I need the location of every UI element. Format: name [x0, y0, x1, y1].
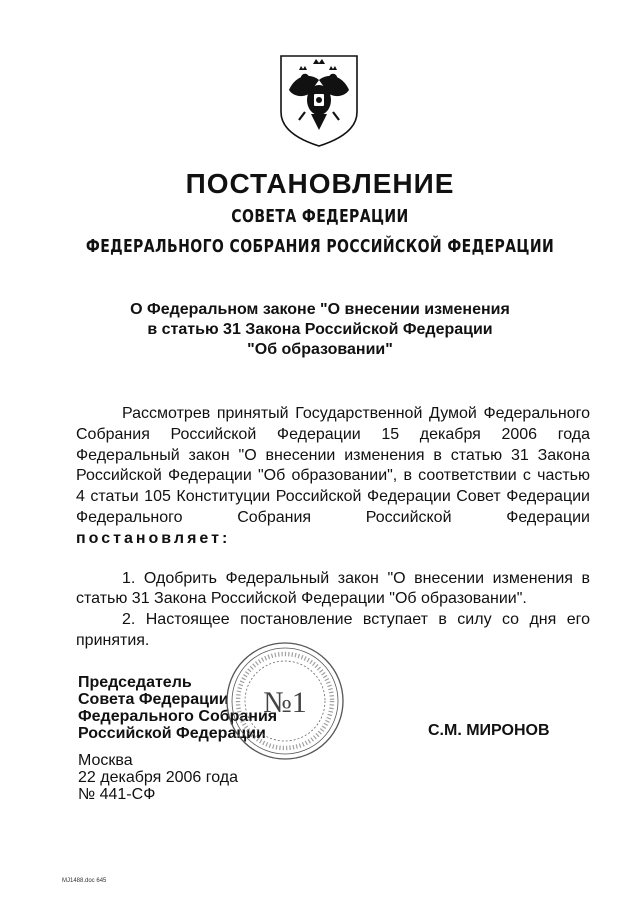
subject-line: О Федеральном законе "О внесении изменения: [130, 301, 510, 318]
document-body: [76, 404, 590, 652]
preamble-text: Рассмотрев принятый Государственной Думой Федерального Собрания Российской Федерации 15 декабря 2006 года Федеральный закон "О внесении изменения в статью 31 Закона Российской Федерации "Об образовании", в соответствии с частью 4 статьи 105 Конституции Российской Федерации Совет Федерации Федерального Собрания Российской Федерации: [76, 405, 590, 526]
issuing-body-line: СОВЕТА ФЕДЕРАЦИИ: [231, 206, 409, 227]
resolution-item-1: 1. Одобрить Федеральный закон "О внесении изменения в статью 31 Закона Российской Федерации "Об образовании".: [76, 569, 590, 608]
stamp-number: №1: [263, 686, 307, 719]
document-number: № 441-СФ: [78, 786, 156, 803]
signatory-title-line: Совета Федерации: [78, 691, 229, 708]
signatory-title-line: Председатель: [78, 674, 192, 691]
city: Москва: [78, 752, 133, 769]
subject-line: "Об образовании": [247, 341, 393, 358]
resolves-word: постановляет:: [76, 529, 231, 547]
subject-line: в статью 31 Закона Российской Федерации: [147, 321, 493, 338]
coat-of-arms-icon: [275, 50, 363, 150]
signatory-title-line: Российской Федерации: [78, 725, 266, 742]
document-title: ПОСТАНОВЛЕНИЕ: [185, 168, 455, 199]
resolution-item-2: 2. Настоящее постановление вступает в силу со дня его принятия.: [76, 611, 590, 649]
file-code: MJ1488.doc 645: [62, 878, 107, 884]
signer-name: С.М. МИРОНОВ: [428, 722, 550, 739]
date: 22 декабря 2006 года: [78, 769, 239, 786]
preamble-paragraph: [76, 404, 590, 550]
issuing-body-line-2: ФЕДЕРАЛЬНОГО СОБРАНИЯ РОССИЙСКОЙ ФЕДЕРАЦИИ: [85, 236, 555, 257]
signatory-title-line: Федерального Собрания: [78, 708, 278, 725]
round-seal-stamp: [220, 638, 350, 764]
document-subject: [0, 300, 640, 360]
place-date-block: [78, 752, 238, 803]
